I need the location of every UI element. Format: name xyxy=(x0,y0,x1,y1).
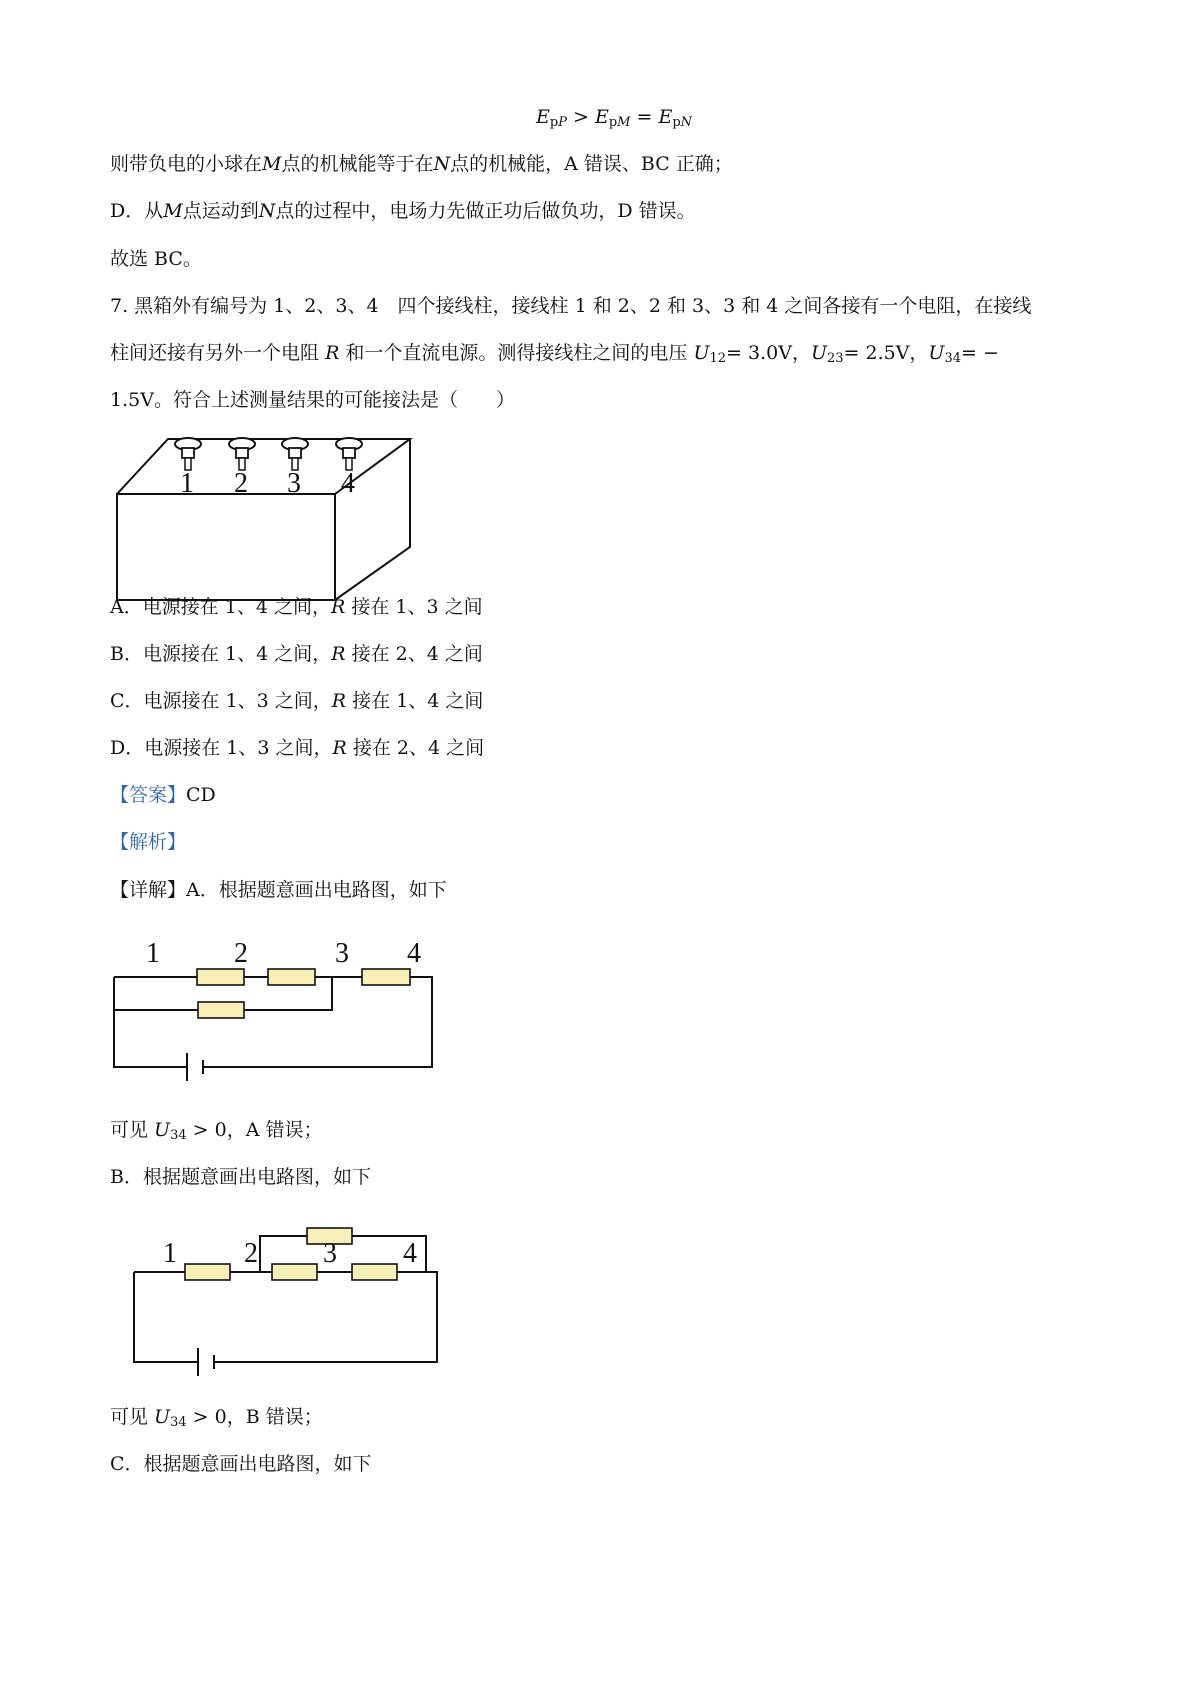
terminal-label-3: 3 xyxy=(323,1238,337,1269)
box-label-2: 2 xyxy=(234,468,248,499)
question-7-line-3: 1.5V。符合上述测量结果的可能接法是（ ） xyxy=(110,389,515,411)
resistor-2-3 xyxy=(268,969,315,985)
answer-value: CD xyxy=(186,784,216,806)
detail-line: 【详解】A．根据题意画出电路图，如下 xyxy=(110,879,447,901)
resistor-1-2 xyxy=(185,1264,230,1280)
box-label-4: 4 xyxy=(341,468,355,499)
resistor-3-4 xyxy=(362,969,410,985)
paragraph-mechanical-energy: 则带负电的小球在M点的机械能等于在N点的机械能，A 错误、BC 正确； xyxy=(110,153,733,175)
resistor-3-4 xyxy=(352,1264,397,1280)
option-a[interactable]: A．电源接在 1、4 之间，R 接在 1、3 之间 xyxy=(110,596,483,618)
option-c[interactable]: C．电源接在 1、3 之间，R 接在 1、4 之间 xyxy=(110,690,484,712)
terminal-label-4: 4 xyxy=(403,1238,417,1269)
terminal-label-4: 4 xyxy=(407,938,421,969)
terminal-post-4 xyxy=(336,438,362,470)
part-c-heading: C．根据题意画出电路图，如下 xyxy=(110,1453,372,1475)
resistor-2-3 xyxy=(272,1264,317,1280)
answer-label: 【答案】 xyxy=(110,784,187,806)
box-front-face xyxy=(117,494,335,600)
question-7-line-2: 柱间还接有另外一个电阻 R 和一个直流电源。测得接线柱之间的电压 $U_{12}= 3.0V$，$U_{23}= 2.5V$，$U_{34}=$ − xyxy=(110,342,999,366)
conclusion-a: 可见 $U_{34} > 0$，A 错误； xyxy=(110,1119,323,1143)
resistor-1-2 xyxy=(197,969,244,985)
circuit-diagram-b xyxy=(130,1222,470,1382)
terminal-post-3 xyxy=(282,438,308,470)
conclusion-b: 可见 $U_{34} > 0$，B 错误； xyxy=(110,1406,323,1430)
terminal-post-1 xyxy=(175,438,201,470)
box-label-1: 1 xyxy=(180,468,194,499)
option-b[interactable]: B．电源接在 1、4 之间，R 接在 2、4 之间 xyxy=(110,643,483,665)
box-label-3: 3 xyxy=(287,468,301,499)
terminal-label-3: 3 xyxy=(335,938,349,969)
question-7-line-1: 7. 黑箱外有编号为 1、2、3、4 四个接线柱，接线柱 1 和 2、2 和 3、3 和 4 之间各接有一个电阻，在接线 xyxy=(110,295,1032,317)
terminal-label-1: 1 xyxy=(146,938,160,969)
paragraph-choice: 故选 BC。 xyxy=(110,248,202,270)
answer-line xyxy=(110,784,216,807)
terminal-label-2: 2 xyxy=(234,938,248,969)
part-b-heading: B．根据题意画出电路图，如下 xyxy=(110,1166,371,1188)
black-box-figure xyxy=(110,432,430,572)
detail-label: 【详解】 xyxy=(110,879,187,901)
terminal-post-2 xyxy=(229,438,255,470)
terminal-label-2: 2 xyxy=(244,1238,258,1269)
circuit-diagram-a xyxy=(110,930,450,1090)
box-top-face xyxy=(117,439,410,494)
formula-energy: $E_pP > E_pM = E_pN$ xyxy=(536,106,693,130)
terminal-label-1: 1 xyxy=(163,1238,177,1269)
analysis-label: 【解析】 xyxy=(110,831,187,853)
paragraph-option-d: D．从M点运动到N点的过程中，电场力先做正功后做负功，D 错误。 xyxy=(110,200,696,222)
resistor-r xyxy=(198,1002,244,1018)
option-d[interactable]: D．电源接在 1、3 之间，R 接在 2、4 之间 xyxy=(110,737,485,759)
